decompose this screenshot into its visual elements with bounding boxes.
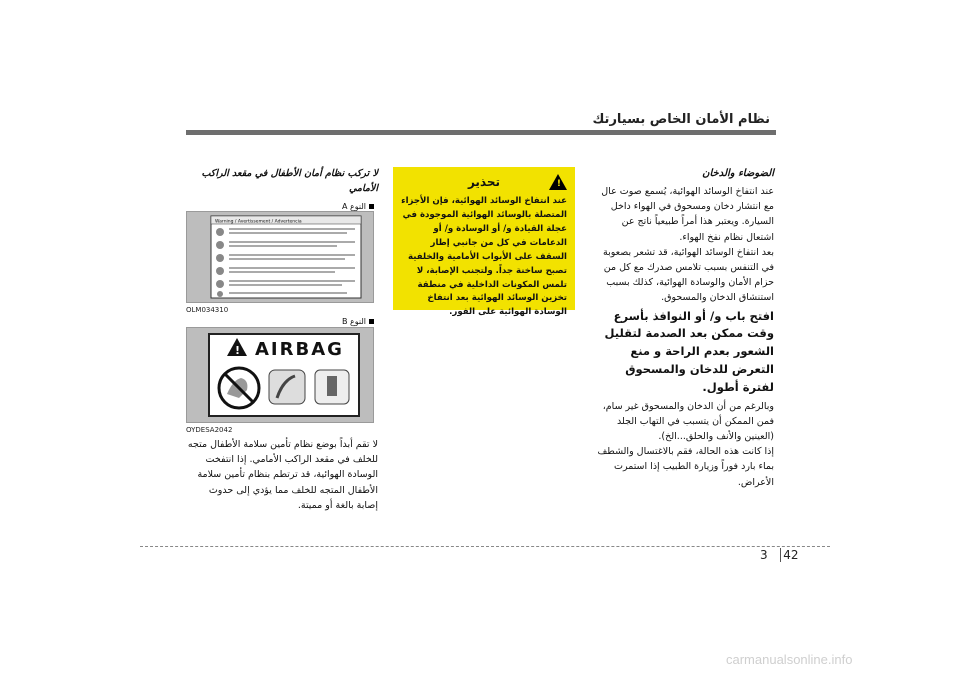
airbag-warning-sticker-figure <box>186 211 374 303</box>
label-text: النوع B <box>341 317 366 326</box>
child-seat-warning-text: لا تقم أبداً بوضع نظام تأمين سلامة الأطفال متجه للخلف في مقعد الراكب الأمامي. إذا انتفخت الوسادة الهوائية، قد ترتطم بنظام تأمين سلامة الأطفال المتجه للخلف مما يؤدي إلى حدوث إصابة بالغة أو مميتة. <box>187 439 378 511</box>
label-text: النوع A <box>341 202 366 211</box>
airbag-label-illustration <box>187 328 373 422</box>
svg-text:!: ! <box>235 344 241 357</box>
figure-a-label <box>300 202 374 211</box>
paragraph: بعد انتفاخ الوسائد الهوائية، قد تشعر بصعوبة في التنفس بسبب تلامس صدرك مع كل من حزام الأمان والوسادة الهوائية، كذلك بسبب استنشاق الدخان والمسحوق. <box>603 246 774 304</box>
section-title: نظام الأمان الخاص بسيارتك <box>592 112 770 127</box>
child-seat-heading: لا تركب نظام أمان الأطفال في مقعد الراكب الأمامي <box>201 168 378 195</box>
noise-smoke-heading: الضوضاء والدخان <box>702 168 774 179</box>
sticker-title: Warning / Avertissement / Advertencia <box>215 219 302 225</box>
footer-rule <box>140 546 830 547</box>
sticker-illustration <box>187 212 373 302</box>
paragraph: عند انتفاخ الوسائد الهوائية، يُسمع صوت عال مع انتشار دخان ومسحوق في الهواء داخل السيارة. ويعتبر هذا أمراً طبيعياً ناتج عن اشتعال نظام نفخ الهواء. <box>601 186 774 243</box>
warning-title: تحذير <box>467 175 501 189</box>
figure-a-code: OLM034310 <box>186 306 229 314</box>
page-number-divider <box>780 548 781 562</box>
bullet-square-icon <box>369 319 374 324</box>
watermark: carmanualsonline.info <box>726 652 853 667</box>
paragraph: وبالرغم من أن الدخان والمسحوق غير سام، فمن الممكن أن يتسبب في التهاب الجلد (العينين والأنف والحلق...الخ). <box>602 400 774 442</box>
figure-b-label <box>300 317 374 326</box>
right-column <box>592 166 774 490</box>
page-index: 42 <box>783 548 799 562</box>
bold-instruction: افتح باب و/ أو النوافذ بأسرع وقت ممكن بعد الصدمة لتقليل الشعور بعدم الراحة و منع التعرض للدخان والمسحوق لفترة أطول. <box>604 308 774 394</box>
page-section: 3 <box>760 548 768 562</box>
warning-exclamation-icon: ! <box>556 179 561 189</box>
header-rule <box>186 130 776 135</box>
bullet-square-icon <box>369 204 374 209</box>
figure-b-code: OYDESA2042 <box>186 426 233 434</box>
airbag-label-text: AIRBAG <box>255 339 344 360</box>
warning-body: عند انتفاخ الوسائد الهوائية، فإن الأجزاء المتصلة بالوسائد الهوائية الموجودة في عجلة القيادة و/ أو الوسادة و/ أو الدعامات في كل من جانبي إطار السقف على الأبواب الأمامية والخلفية تصبح ساخنة جداً. ولتجنب الإصابة، لا تلمس المكونات الداخلية في منطقة تخزين الوسائد الهوائية بعد انتفاخ الوسادة الهوائية على الفور. <box>401 196 567 318</box>
paragraph: إذا كانت هذه الحالة، فقم بالاغتسال والشطف بماء بارد فوراً وزيارة الطبيب إذا استمرت الأعراض. <box>597 446 774 488</box>
warning-box <box>393 167 575 318</box>
airbag-label-figure <box>186 327 374 423</box>
